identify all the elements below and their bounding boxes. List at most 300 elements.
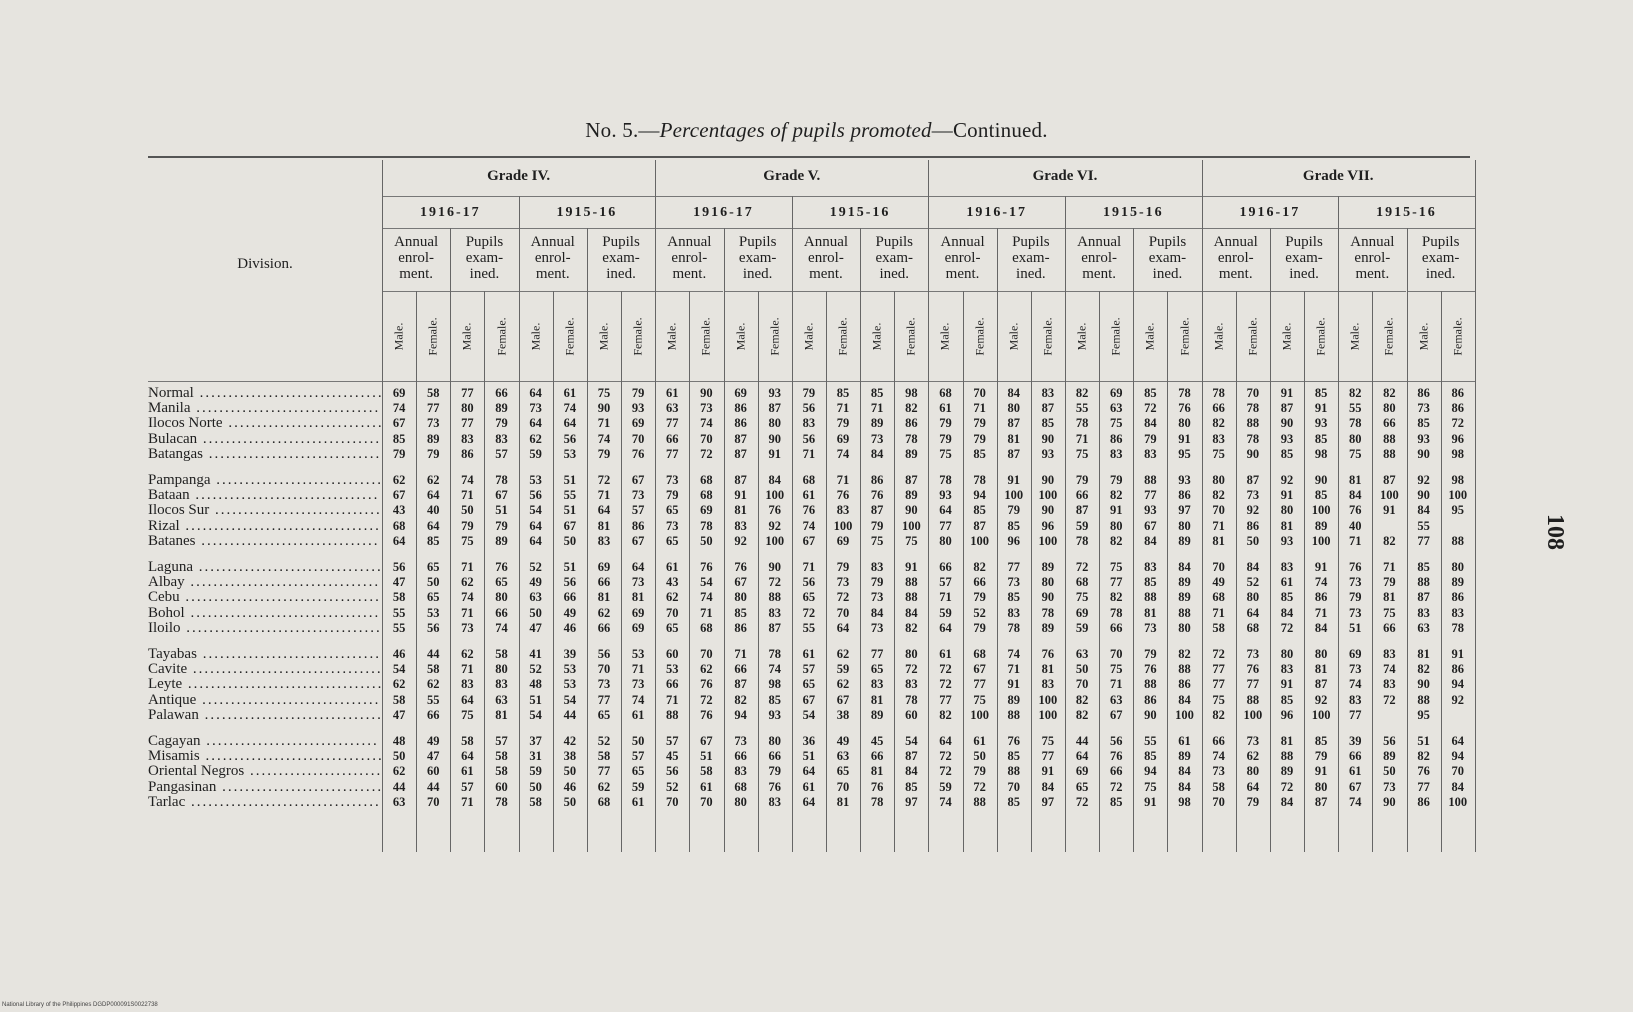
table-cell: 86 — [1451, 386, 1464, 400]
table-cell: 86 — [1417, 794, 1430, 809]
table-cell: 79 — [1314, 749, 1328, 764]
table-cell: 79 — [836, 416, 850, 431]
table-cell: 73 — [1349, 662, 1362, 677]
table-cell: 58 — [1212, 620, 1225, 635]
female-column-header: Female. — [562, 317, 577, 356]
table-cell: 75 — [461, 533, 474, 548]
table-cell: 79 — [973, 431, 986, 446]
table-cell: 91 — [1280, 677, 1294, 692]
table-cell: 98 — [768, 677, 781, 692]
table-cell: 50 — [392, 749, 406, 764]
table-cell: 87 — [1007, 416, 1021, 431]
table-cell: 71 — [1314, 605, 1328, 620]
table-cell: 79 — [836, 560, 850, 574]
table-cell: 74 — [939, 794, 952, 809]
table-cell: 73 — [666, 518, 679, 533]
table-cell: 81 — [1212, 533, 1225, 548]
table-cell: 86 — [1314, 590, 1328, 605]
table-cell: 76 — [768, 503, 781, 518]
table-cell: 74 — [597, 431, 611, 446]
table-cell: 80 — [734, 794, 747, 809]
table-cell: 84 — [905, 764, 918, 779]
table-cell: 85 — [1007, 794, 1021, 809]
table-cell: 85 — [1280, 692, 1294, 707]
table-cell: 75 — [905, 533, 918, 548]
table-cell: 70 — [631, 431, 645, 446]
table-cell: 70 — [836, 605, 850, 620]
table-cell: 89 — [1178, 533, 1191, 548]
column-rule — [1441, 291, 1442, 852]
table-cell: 53 — [563, 677, 577, 692]
division-name-text: Laguna — [148, 559, 193, 575]
table-cell: 54 — [529, 707, 542, 722]
table-cell: 91 — [1144, 794, 1157, 809]
table-cell: 66 — [495, 605, 508, 620]
table-cell: 57 — [495, 734, 508, 748]
header-bottom-rule — [148, 381, 1475, 382]
division-name-text: Ilocos Sur — [148, 502, 210, 519]
table-cell: 83 — [495, 677, 508, 692]
table-cell: 79 — [973, 764, 986, 779]
table-cell: 69 — [1109, 386, 1123, 400]
male-column-header: Male. — [1279, 322, 1294, 351]
table-cell: 78 — [1041, 605, 1055, 620]
table-cell: 66 — [870, 749, 884, 764]
table-cell: 82 — [1383, 533, 1396, 548]
table-cell: 79 — [597, 446, 611, 461]
table-cell: 73 — [426, 416, 440, 431]
table-cell: 90 — [1246, 446, 1260, 461]
table-cell: 77 — [1144, 488, 1157, 503]
table-cell: 84 — [1144, 416, 1157, 431]
table-cell: 65 — [836, 764, 850, 779]
table-cell: 85 — [1417, 560, 1430, 574]
table-cell: 70 — [1246, 386, 1260, 400]
table-cell: 53 — [563, 662, 577, 677]
table-cell: 75 — [1212, 692, 1225, 707]
division-name-text: Oriental Negros — [148, 763, 245, 780]
table-cell: 74 — [1383, 662, 1396, 677]
table-cell: 100 — [901, 518, 921, 533]
leader-dots: ................................. — [184, 604, 381, 621]
table-cell: 66 — [426, 707, 440, 722]
table-cell: 71 — [802, 446, 816, 461]
table-cell: 67 — [1109, 707, 1123, 722]
table-cell: 44 — [426, 647, 440, 661]
table-cell: 81 — [1383, 590, 1396, 605]
leader-dots: ............................ — [216, 778, 384, 795]
table-cell: 70 — [1212, 794, 1225, 809]
table-cell: 81 — [870, 764, 884, 779]
table-cell: 61 — [939, 647, 952, 661]
table-cell: 87 — [1280, 401, 1294, 416]
table-cell: 90 — [597, 401, 611, 416]
table-cell: 64 — [529, 533, 542, 548]
column-rule — [655, 160, 656, 852]
table-cell: 45 — [666, 749, 679, 764]
table-cell: 69 — [836, 533, 850, 548]
table-cell: 76 — [1109, 749, 1123, 764]
table-cell: 75 — [973, 692, 986, 707]
table-cell: 87 — [768, 620, 781, 635]
male-column-header: Male. — [937, 322, 952, 351]
table-cell: 60 — [426, 764, 440, 779]
table-cell: 65 — [426, 590, 440, 605]
table-cell: 80 — [1007, 401, 1021, 416]
table-cell: 80 — [939, 533, 952, 548]
table-cell: 73 — [870, 620, 884, 635]
table-cell: 91 — [1007, 677, 1021, 692]
table-cell: 81 — [1280, 734, 1294, 748]
table-cell: 51 — [495, 503, 508, 518]
table-cell: 77 — [597, 764, 611, 779]
male-column-header: Male. — [1142, 322, 1157, 351]
table-cell: 76 — [1246, 662, 1260, 677]
table-cell: 88 — [1144, 677, 1157, 692]
table-cell: 68 — [1246, 620, 1260, 635]
column-rule — [621, 291, 622, 852]
table-cell: 73 — [870, 590, 884, 605]
table-cell: 79 — [495, 518, 508, 533]
table-cell: 79 — [870, 575, 884, 590]
table-cell: 88 — [1383, 431, 1396, 446]
table-cell: 80 — [1212, 473, 1225, 487]
table-cell: 50 — [1383, 764, 1396, 779]
division-name — [148, 446, 381, 463]
table-cell: 100 — [765, 533, 785, 548]
table-cell: 70 — [700, 431, 713, 446]
table-cell: 65 — [802, 677, 816, 692]
table-cell: 61 — [973, 734, 986, 748]
table-cell: 79 — [939, 416, 952, 431]
table-cell: 75 — [1075, 590, 1089, 605]
table-cell: 81 — [597, 590, 611, 605]
column-rule — [1065, 196, 1066, 852]
division-name-text: Rizal — [148, 517, 180, 534]
table-cell: 72 — [973, 779, 986, 794]
table-cell: 68 — [939, 386, 952, 400]
table-cell: 85 — [870, 386, 884, 400]
table-cell: 54 — [905, 734, 918, 748]
female-column-header: Female. — [494, 317, 509, 356]
table-cell: 94 — [1144, 764, 1157, 779]
table-cell: 92 — [1451, 692, 1464, 707]
table-cell: 70 — [1075, 677, 1089, 692]
subheader: Annual enrol- ment. — [1350, 234, 1395, 282]
table-cell: 69 — [631, 416, 645, 431]
table-cell: 72 — [939, 764, 952, 779]
table-cell: 71 — [700, 605, 713, 620]
table-cell: 58 — [426, 386, 440, 400]
table-cell: 75 — [1109, 560, 1123, 574]
division-header: Division. — [237, 256, 293, 272]
leader-dots: ....................... — [244, 763, 383, 780]
table-cell: 39 — [563, 647, 577, 661]
division-name — [148, 620, 382, 637]
table-cell: 86 — [1178, 677, 1191, 692]
table-cell: 92 — [1314, 692, 1328, 707]
table-cell: 50 — [563, 764, 577, 779]
table-cell: 63 — [1417, 620, 1430, 635]
table-cell: 73 — [529, 401, 542, 416]
table-cell: 87 — [1314, 677, 1328, 692]
table-cell: 59 — [1075, 620, 1089, 635]
table-cell: 56 — [802, 431, 816, 446]
table-cell: 89 — [1041, 560, 1055, 574]
division-name-text: Iloilo — [148, 619, 181, 636]
table-cell: 78 — [1007, 620, 1021, 635]
table-cell: 83 — [1212, 431, 1225, 446]
table-cell: 73 — [1246, 488, 1260, 503]
subheader: Pupils exam- ined. — [1012, 234, 1050, 282]
male-column-header: Male. — [596, 322, 611, 351]
table-cell: 77 — [1417, 533, 1430, 548]
table-cell: 84 — [1280, 605, 1294, 620]
table-cell: 64 — [802, 764, 816, 779]
table-cell: 90 — [768, 431, 781, 446]
table-cell: 87 — [1075, 503, 1089, 518]
female-column-header: Female. — [630, 317, 645, 356]
leader-dots: ................................ — [190, 400, 381, 417]
table-cell: 70 — [666, 605, 679, 620]
table-cell: 69 — [1075, 605, 1089, 620]
column-rule — [1099, 291, 1100, 852]
table-cell: 61 — [666, 386, 679, 400]
table-cell: 90 — [1041, 473, 1055, 487]
table-cell: 86 — [734, 416, 747, 431]
table-cell: 66 — [1109, 764, 1123, 779]
table-cell: 78 — [1075, 416, 1089, 431]
table-cell: 85 — [1280, 446, 1294, 461]
table-cell: 81 — [1314, 662, 1328, 677]
column-rule — [1236, 291, 1237, 852]
table-cell: 80 — [1280, 503, 1294, 518]
table-cell: 73 — [1144, 620, 1157, 635]
table-cell: 50 — [631, 734, 645, 748]
table-cell: 83 — [461, 677, 474, 692]
table-cell: 61 — [461, 764, 474, 779]
table-cell: 84 — [1451, 779, 1464, 794]
table-cell: 73 — [870, 431, 884, 446]
year-header: 1915-16 — [1376, 205, 1437, 220]
table-cell: 82 — [939, 707, 952, 722]
table-cell: 80 — [1314, 647, 1328, 661]
table-cell: 63 — [666, 401, 679, 416]
table-cell: 82 — [734, 692, 747, 707]
table-cell: 84 — [768, 473, 781, 487]
table-cell: 80 — [461, 401, 474, 416]
table-cell: 100 — [765, 488, 785, 503]
table-cell: 91 — [734, 488, 747, 503]
table-cell: 84 — [1280, 794, 1294, 809]
column-rule — [792, 196, 793, 852]
table-cell: 100 — [1038, 533, 1058, 548]
title-prefix: No. 5.— — [585, 118, 660, 142]
table-cell: 62 — [597, 605, 611, 620]
table-cell: 56 — [597, 647, 611, 661]
table-cell: 53 — [426, 605, 440, 620]
table-cell: 81 — [836, 794, 850, 809]
table-cell: 93 — [1144, 503, 1157, 518]
table-cell: 68 — [734, 779, 747, 794]
table-cell: 74 — [1007, 647, 1021, 661]
division-name-text: Antique — [148, 691, 197, 708]
table-cell: 77 — [1349, 707, 1362, 722]
table-cell: 96 — [1041, 518, 1055, 533]
table-cell: 100 — [1038, 692, 1058, 707]
table-cell: 73 — [1212, 764, 1225, 779]
table-cell: 90 — [1041, 590, 1055, 605]
table-cell: 54 — [563, 692, 577, 707]
table-cell: 82 — [1109, 533, 1123, 548]
table-cell: 72 — [1075, 560, 1089, 574]
table-cell: 89 — [905, 488, 918, 503]
table-cell: 66 — [734, 662, 747, 677]
table-cell: 71 — [802, 560, 816, 574]
table-cell: 89 — [1178, 590, 1191, 605]
table-cell: 57 — [495, 446, 508, 461]
table-cell: 57 — [939, 575, 952, 590]
table-cell: 72 — [1075, 794, 1089, 809]
leader-dots: ............................... — [197, 430, 382, 447]
table-cell: 80 — [905, 647, 918, 661]
table-cell: 52 — [973, 605, 986, 620]
column-rule — [1407, 228, 1408, 852]
table-cell: 67 — [734, 575, 747, 590]
division-name-text: Bulacan — [148, 430, 198, 447]
table-cell: 69 — [734, 386, 747, 400]
table-cell: 72 — [802, 605, 816, 620]
table-cell: 62 — [666, 590, 679, 605]
table-cell: 94 — [973, 488, 986, 503]
table-cell: 62 — [426, 473, 440, 487]
table-cell: 88 — [1144, 473, 1157, 487]
table-cell: 70 — [1212, 560, 1225, 574]
table-cell: 75 — [939, 446, 952, 461]
table-cell: 64 — [1246, 779, 1260, 794]
table-cell: 59 — [836, 662, 850, 677]
table-cell: 96 — [1451, 431, 1464, 446]
table-cell: 88 — [1417, 692, 1430, 707]
table-cell: 88 — [1178, 605, 1191, 620]
table-cell: 76 — [734, 560, 747, 574]
table-cell: 64 — [426, 488, 440, 503]
table-cell: 52 — [1246, 575, 1260, 590]
male-column-header: Male. — [1211, 322, 1226, 351]
year-header: 1916-17 — [693, 205, 754, 220]
table-cell: 80 — [1109, 518, 1123, 533]
table-cell: 57 — [461, 779, 474, 794]
male-column-header: Male. — [1006, 322, 1021, 351]
table-cell: 71 — [1007, 662, 1021, 677]
table-cell: 67 — [1349, 779, 1362, 794]
column-rule — [689, 291, 690, 852]
male-column-header: Male. — [733, 322, 748, 351]
table-cell: 72 — [905, 662, 918, 677]
table-cell: 81 — [1417, 647, 1430, 661]
table-cell: 80 — [495, 590, 508, 605]
table-cell: 55 — [1075, 401, 1089, 416]
table-cell: 70 — [666, 794, 679, 809]
table-cell: 79 — [495, 416, 508, 431]
table-cell: 56 — [1109, 734, 1123, 748]
table-cell: 79 — [392, 446, 406, 461]
table-cell: 91 — [1383, 503, 1396, 518]
table-cell: 80 — [1383, 401, 1396, 416]
table-cell: 61 — [802, 488, 816, 503]
leader-dots: ............................... — [196, 646, 381, 662]
table-cell: 70 — [597, 662, 611, 677]
table-cell: 58 — [495, 764, 508, 779]
table-cell: 50 — [563, 794, 577, 809]
table-cell: 85 — [426, 533, 440, 548]
table-cell: 95 — [1178, 446, 1191, 461]
table-cell: 82 — [1075, 707, 1089, 722]
table-cell: 64 — [631, 560, 645, 574]
table-cell: 76 — [1349, 503, 1362, 518]
table-cell: 88 — [1246, 692, 1260, 707]
table-cell: 53 — [666, 662, 679, 677]
table-cell: 56 — [563, 431, 577, 446]
table-cell: 78 — [973, 473, 986, 487]
table-cell: 86 — [1417, 386, 1430, 400]
leader-dots: ................................. — [187, 661, 383, 678]
table-cell: 79 — [461, 518, 474, 533]
table-cell: 83 — [1451, 605, 1464, 620]
table-cell: 53 — [631, 647, 645, 661]
table-cell: 85 — [973, 503, 986, 518]
table-cell: 73 — [597, 677, 611, 692]
table-cell: 72 — [597, 473, 611, 487]
table-cell: 90 — [700, 386, 713, 400]
table-cell: 85 — [1314, 431, 1328, 446]
table-cell: 65 — [495, 575, 508, 590]
subheader: Pupils exam- ined. — [1285, 234, 1323, 282]
table-cell: 51 — [1417, 734, 1430, 748]
table-cell: 49 — [563, 605, 577, 620]
table-cell: 84 — [1041, 779, 1055, 794]
leader-dots: ................................ — [189, 487, 380, 504]
table-cell: 76 — [1041, 647, 1055, 661]
table-cell: 81 — [631, 590, 645, 605]
table-cell: 84 — [870, 605, 884, 620]
table-cell: 44 — [563, 707, 577, 722]
column-rule — [758, 291, 759, 852]
table-cell: 69 — [631, 605, 645, 620]
table-cell: 93 — [1280, 431, 1294, 446]
male-column-header: Male. — [1416, 322, 1431, 351]
table-cell: 39 — [1349, 734, 1362, 748]
table-cell: 65 — [666, 620, 679, 635]
table-cell: 62 — [836, 677, 850, 692]
table-cell: 62 — [700, 662, 713, 677]
table-cell: 64 — [939, 620, 952, 635]
table-cell: 57 — [631, 503, 645, 518]
table-cell: 94 — [1451, 749, 1464, 764]
division-name-text: Batangas — [148, 445, 203, 462]
table-cell: 93 — [768, 707, 781, 722]
table-cell: 79 — [973, 590, 986, 605]
table-cell: 96 — [1280, 707, 1294, 722]
table-cell: 82 — [1417, 662, 1430, 677]
table-cell: 89 — [1007, 692, 1021, 707]
table-cell: 75 — [870, 533, 884, 548]
table-cell: 51 — [802, 749, 816, 764]
table-cell: 74 — [700, 416, 713, 431]
table-cell: 74 — [1349, 677, 1362, 692]
year-header: 1916-17 — [966, 205, 1028, 220]
division-name-text: Bataan — [148, 487, 190, 504]
